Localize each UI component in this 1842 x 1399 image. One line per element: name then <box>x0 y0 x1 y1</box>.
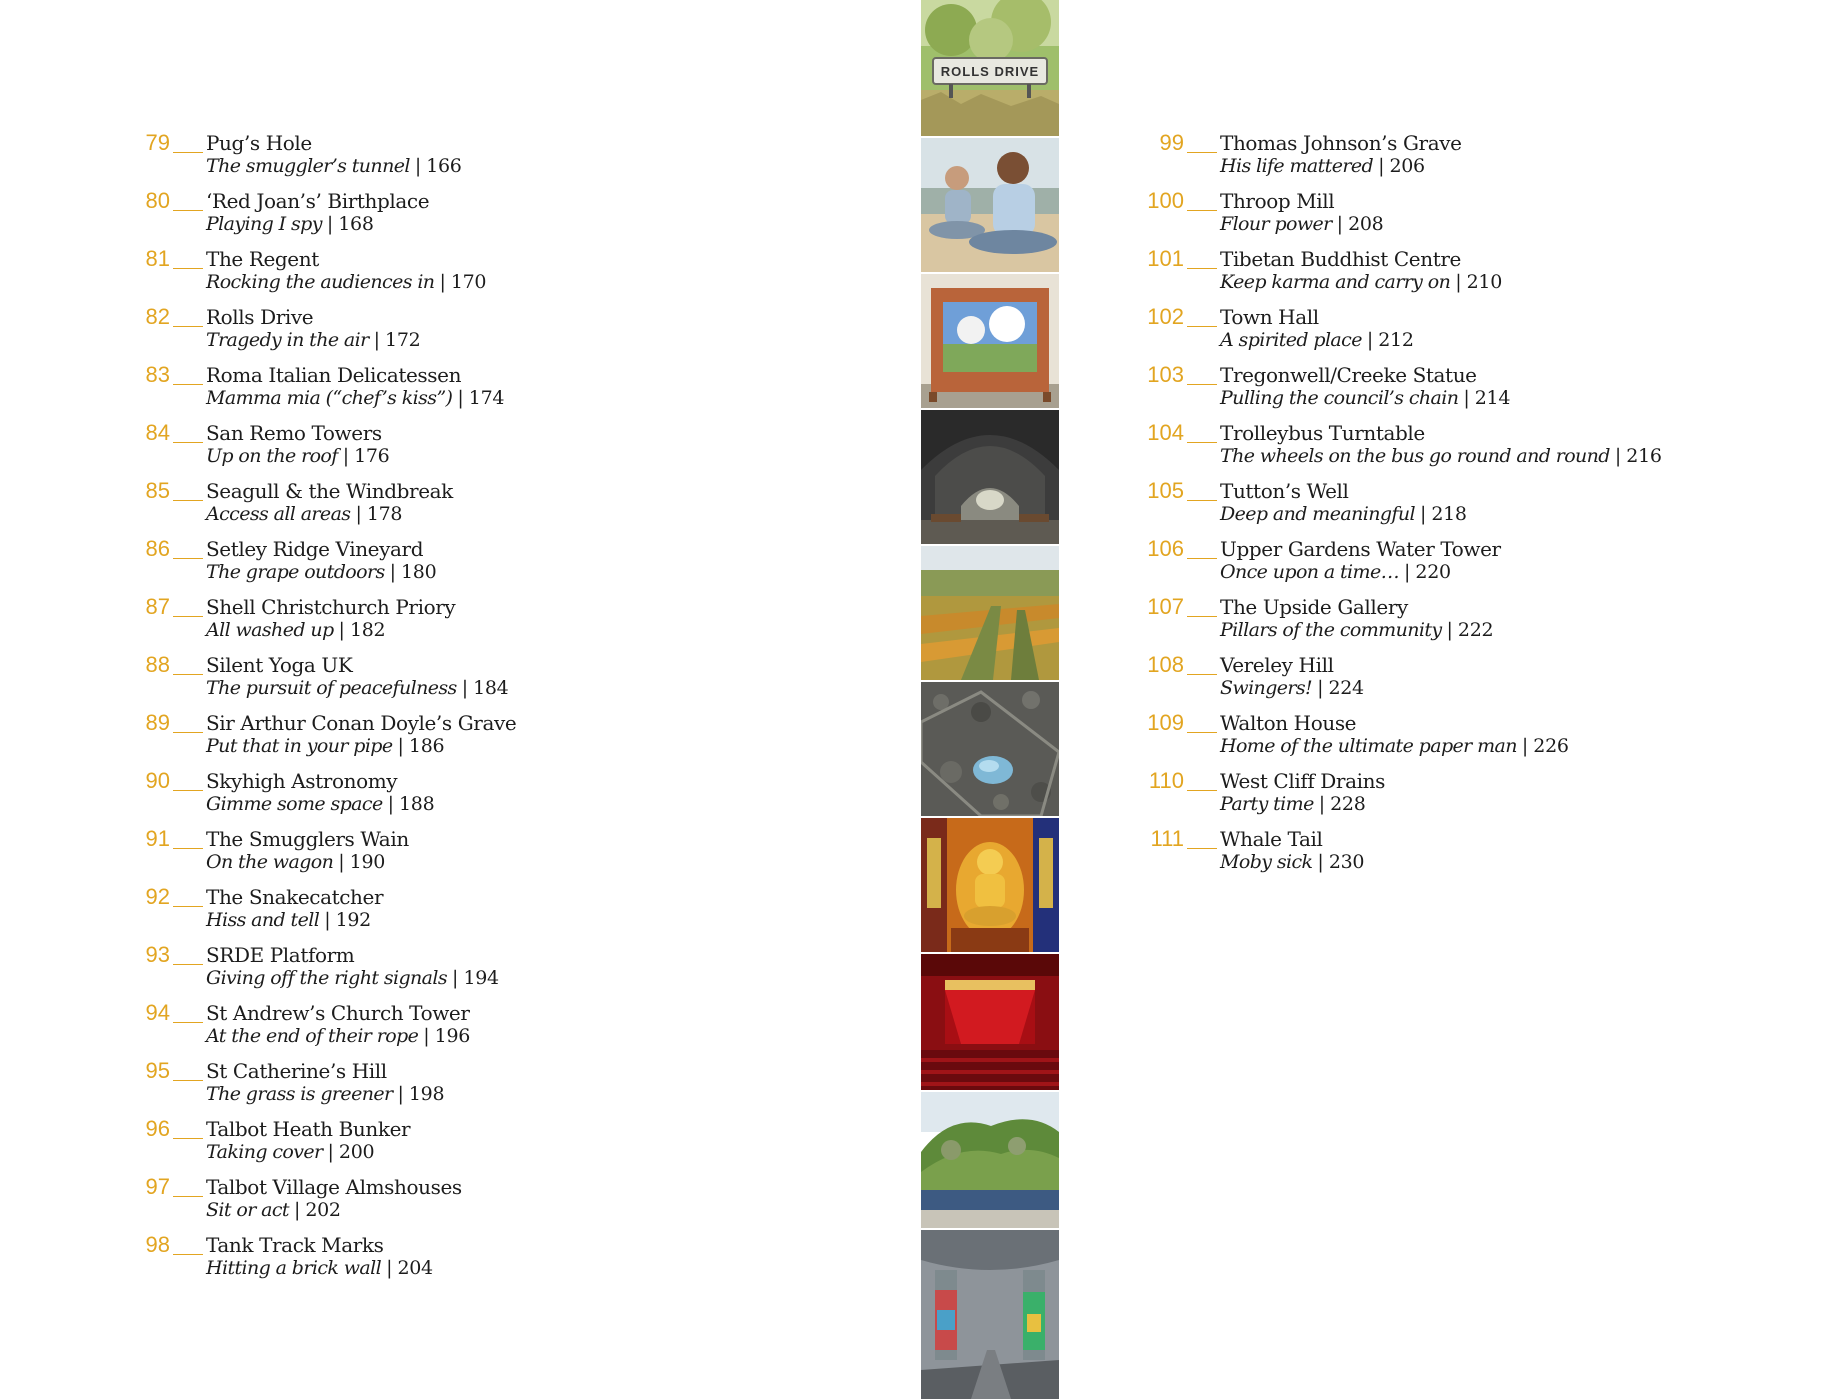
entry-page-number: 172 <box>385 329 421 351</box>
entry-subline <box>206 386 504 410</box>
entry-page-number: 222 <box>1457 619 1494 641</box>
entry-number: 103 <box>1147 362 1184 387</box>
entry-number: 107 <box>1147 594 1184 619</box>
entry-title: San Remo Towers <box>206 421 382 445</box>
entry-page-number: 204 <box>397 1257 433 1279</box>
entry-page-number: 214 <box>1474 387 1511 409</box>
page-separator: | <box>387 793 394 815</box>
entry-tagline: Swingers! <box>1220 677 1313 699</box>
entry-title: Silent Yoga UK <box>206 653 353 677</box>
entry-tagline: Pulling the council’s chain <box>1220 387 1459 409</box>
leader-rule <box>173 1254 203 1255</box>
entry-number: 83 <box>145 362 170 387</box>
entry-page-number: 192 <box>335 909 371 931</box>
entry-tagline: Flour power <box>1220 213 1332 235</box>
sign-text: ROLLS DRIVE <box>940 64 1040 79</box>
entry-number: 79 <box>145 130 170 155</box>
photo-vineyard <box>921 546 1059 680</box>
entry-subline <box>206 212 374 236</box>
entry-subline <box>206 270 486 294</box>
entry-title: SRDE Platform <box>206 943 355 967</box>
leader-rule <box>1187 790 1217 791</box>
page-separator: | <box>1614 445 1622 467</box>
page-separator: | <box>1366 329 1374 351</box>
entry-tagline: The wheels on the bus go round and round <box>1220 445 1610 467</box>
entry-tagline: The grass is greener <box>206 1083 393 1105</box>
leader-rule <box>1187 848 1217 849</box>
entry-number: 80 <box>145 188 170 213</box>
page-separator: | <box>373 329 381 351</box>
leader-rule <box>1187 616 1217 617</box>
entry-tagline: Party time <box>1220 793 1314 815</box>
entry-subline <box>206 502 402 526</box>
leader-rule <box>173 732 203 733</box>
entry-title: Setley Ridge Vineyard <box>206 537 424 561</box>
leader-rule <box>173 1138 203 1139</box>
entry-title: West Cliff Drains <box>1220 769 1385 793</box>
page-separator: | <box>355 503 362 525</box>
leader-rule <box>1187 384 1217 385</box>
leader-rule <box>173 384 203 385</box>
entry-page-number: 230 <box>1328 851 1365 873</box>
entry-title: Whale Tail <box>1220 827 1323 851</box>
entry-number: 84 <box>145 420 170 445</box>
leader-rule <box>173 268 203 269</box>
photo-bunker-tunnel <box>921 410 1059 544</box>
entry-page-number: 174 <box>468 387 505 409</box>
entry-tagline: Once upon a time… <box>1220 561 1399 583</box>
entry-number: 111 <box>1150 826 1184 851</box>
entry-title: Thomas Johnson’s Grave <box>1220 131 1462 155</box>
page-separator: | <box>423 1025 430 1047</box>
page-separator: | <box>1318 793 1326 815</box>
entry-number: 108 <box>1147 652 1184 677</box>
entry-number: 92 <box>145 884 170 909</box>
photo-st-catherines-hill <box>921 1092 1059 1228</box>
page-separator: | <box>452 967 459 989</box>
entry-title: Tregonwell/Creeke Statue <box>1220 363 1477 387</box>
leader-rule <box>173 1080 203 1081</box>
entry-page-number: 202 <box>305 1199 341 1221</box>
entry-tagline: Mamma mia (“chef’s kiss”) <box>206 387 453 409</box>
entry-tagline: All washed up <box>206 619 334 641</box>
entry-title: ‘Red Joan’s’ Birthplace <box>206 189 430 213</box>
leader-rule <box>1187 558 1217 559</box>
entry-tagline: Rocking the audiences in <box>206 271 435 293</box>
leader-rule <box>173 558 203 559</box>
entry-title: The Regent <box>206 247 319 271</box>
entry-number: 100 <box>1147 188 1184 213</box>
photo-underpass-gallery <box>921 1230 1059 1399</box>
entry-title: Rolls Drive <box>206 305 314 329</box>
entry-title: Walton House <box>1220 711 1357 735</box>
photo-theatre-stage <box>921 954 1059 1090</box>
entry-tagline: Gimme some space <box>206 793 383 815</box>
entry-number: 109 <box>1147 710 1184 735</box>
entry-page-number: 190 <box>349 851 386 873</box>
entry-tagline: Access all areas <box>206 503 351 525</box>
entry-number: 105 <box>1147 478 1184 503</box>
entry-subline <box>206 154 462 178</box>
entry-title: The Upside Gallery <box>1220 595 1408 619</box>
entry-subline <box>1220 734 1569 758</box>
entry-tagline: At the end of their rope <box>206 1025 419 1047</box>
entry-page-number: 178 <box>366 503 403 525</box>
entry-title: Throop Mill <box>1220 189 1335 213</box>
leader-rule <box>1187 152 1217 153</box>
page-separator: | <box>1404 561 1411 583</box>
page-separator: | <box>338 619 345 641</box>
entry-subline <box>1220 560 1451 584</box>
page-separator: | <box>326 213 334 235</box>
leader-rule <box>173 964 203 965</box>
photo-blue-stone <box>921 682 1059 816</box>
entry-title: The Snakecatcher <box>206 885 384 909</box>
leader-rule <box>173 848 203 849</box>
entry-number: 87 <box>145 594 170 619</box>
leader-rule <box>173 500 203 501</box>
page-separator: | <box>414 155 422 177</box>
page-separator: | <box>439 271 446 293</box>
entry-title: Vereley Hill <box>1220 653 1334 677</box>
entry-title: Shell Christchurch Priory <box>206 595 456 619</box>
page-separator: | <box>293 1199 301 1221</box>
entry-subline <box>206 1198 341 1222</box>
entry-subline <box>206 1082 444 1106</box>
leader-rule <box>173 1022 203 1023</box>
page-separator: | <box>386 1257 393 1279</box>
page-separator: | <box>342 445 350 467</box>
entry-title: St Andrew’s Church Tower <box>206 1001 470 1025</box>
page-separator: | <box>1446 619 1453 641</box>
entry-page-number: 170 <box>450 271 487 293</box>
page-separator: | <box>389 561 397 583</box>
leader-rule <box>173 442 203 443</box>
entry-tagline: Taking cover <box>206 1141 323 1163</box>
entry-tagline: Home of the ultimate paper man <box>1220 735 1517 757</box>
entry-subline <box>1220 212 1383 236</box>
entry-title: St Catherine’s Hill <box>206 1059 387 1083</box>
entry-tagline: The smuggler’s tunnel <box>206 155 410 177</box>
entry-number: 89 <box>145 710 170 735</box>
entry-number: 91 <box>145 826 170 851</box>
entry-title: Tutton’s Well <box>1220 479 1349 503</box>
entry-number: 95 <box>145 1058 170 1083</box>
entry-subline <box>206 618 385 642</box>
entry-subline <box>206 966 499 990</box>
entry-subline <box>206 850 385 874</box>
entry-number: 90 <box>145 768 170 793</box>
entry-number: 96 <box>145 1116 170 1141</box>
entry-title: Tibetan Buddhist Centre <box>1220 247 1461 271</box>
entry-tagline: A spirited place <box>1220 329 1362 351</box>
page-separator: | <box>327 1141 334 1163</box>
entry-tagline: Tragedy in the air <box>206 329 369 351</box>
page-separator: | <box>1521 735 1529 757</box>
entry-title: Sir Arthur Conan Doyle’s Grave <box>206 711 517 735</box>
page-separator: | <box>461 677 469 699</box>
entry-subline <box>206 444 389 468</box>
entry-tagline: Pillars of the community <box>1220 619 1442 641</box>
entry-title: Pug’s Hole <box>206 131 312 155</box>
entry-subline <box>206 1024 470 1048</box>
entry-subline <box>1220 850 1364 874</box>
entry-number: 86 <box>145 536 170 561</box>
entry-title: Talbot Village Almshouses <box>206 1175 462 1199</box>
photo-tibetan-shrine <box>921 818 1059 952</box>
page-separator: | <box>1419 503 1427 525</box>
entry-title: The Smugglers Wain <box>206 827 409 851</box>
page-separator: | <box>457 387 464 409</box>
entry-tagline: Keep karma and carry on <box>1220 271 1451 293</box>
entry-page-number: 176 <box>354 445 390 467</box>
entry-tagline: On the wagon <box>206 851 334 873</box>
leader-rule <box>173 1196 203 1197</box>
entry-tagline: His life mattered <box>1220 155 1374 177</box>
entry-tagline: Moby sick <box>1220 851 1313 873</box>
page-separator: | <box>397 735 404 757</box>
entry-title: Skyhigh Astronomy <box>206 769 398 793</box>
entry-tagline: Sit or act <box>206 1199 289 1221</box>
entry-number: 102 <box>1147 304 1184 329</box>
entry-subline <box>1220 270 1502 294</box>
entry-number: 101 <box>1147 246 1184 271</box>
leader-rule <box>1187 210 1217 211</box>
entry-subline <box>1220 502 1467 526</box>
entry-number: 99 <box>1159 130 1184 155</box>
entry-page-number: 180 <box>401 561 437 583</box>
page-separator: | <box>1463 387 1470 409</box>
leader-rule <box>1187 442 1217 443</box>
page-separator: | <box>338 851 345 873</box>
page-separator: | <box>1336 213 1344 235</box>
entry-subline <box>206 1140 374 1164</box>
entry-subline <box>206 792 434 816</box>
entry-subline <box>206 908 371 932</box>
page-separator: | <box>324 909 331 931</box>
entry-number: 88 <box>145 652 170 677</box>
entry-tagline: Hitting a brick wall <box>206 1257 382 1279</box>
entry-number: 93 <box>145 942 170 967</box>
entry-subline <box>1220 328 1414 352</box>
leader-rule <box>1187 674 1217 675</box>
entry-number: 81 <box>145 246 170 271</box>
leader-rule <box>1187 732 1217 733</box>
leader-rule <box>173 906 203 907</box>
entry-page-number: 188 <box>399 793 435 815</box>
leader-rule <box>173 326 203 327</box>
entry-title: Trolleybus Turntable <box>1220 421 1425 445</box>
entry-page-number: 226 <box>1533 735 1569 757</box>
page-separator: | <box>1378 155 1385 177</box>
entry-page-number: 220 <box>1415 561 1451 583</box>
photo-rolls-drive-sign <box>921 0 1059 136</box>
page-separator: | <box>1455 271 1462 293</box>
entry-page-number: 186 <box>408 735 445 757</box>
entry-subline <box>206 328 420 352</box>
entry-page-number: 200 <box>338 1141 375 1163</box>
entry-title: Seagull & the Windbreak <box>206 479 453 503</box>
entry-page-number: 224 <box>1328 677 1364 699</box>
entry-subline <box>1220 676 1364 700</box>
entry-number: 85 <box>145 478 170 503</box>
entry-number: 98 <box>145 1232 170 1257</box>
entry-page-number: 182 <box>349 619 386 641</box>
entry-page-number: 206 <box>1389 155 1425 177</box>
entry-page-number: 216 <box>1626 445 1662 467</box>
entry-subline <box>206 676 508 700</box>
entry-page-number: 228 <box>1330 793 1366 815</box>
leader-rule <box>1187 500 1217 501</box>
entry-number: 94 <box>145 1000 170 1025</box>
entry-subline <box>1220 792 1366 816</box>
entry-tagline: Playing I spy <box>206 213 322 235</box>
entry-subline <box>1220 618 1493 642</box>
page-separator: | <box>1317 851 1324 873</box>
entry-subline <box>1220 444 1662 468</box>
leader-rule <box>173 674 203 675</box>
leader-rule <box>1187 268 1217 269</box>
entry-page-number: 166 <box>426 155 462 177</box>
entry-page-number: 212 <box>1378 329 1414 351</box>
entry-page-number: 196 <box>434 1025 471 1047</box>
leader-rule <box>173 790 203 791</box>
entry-number: 82 <box>145 304 170 329</box>
entry-subline <box>206 1256 433 1280</box>
entry-number: 106 <box>1147 536 1184 561</box>
entry-subline <box>1220 154 1425 178</box>
photo-strip <box>921 0 1059 1399</box>
leader-rule <box>173 152 203 153</box>
entry-tagline: The pursuit of peacefulness <box>206 677 457 699</box>
entry-subline <box>1220 386 1510 410</box>
entry-tagline: Put that in your pipe <box>206 735 393 757</box>
page-separator: | <box>1317 677 1324 699</box>
entry-title: Upper Gardens Water Tower <box>1220 537 1501 561</box>
entry-title: Town Hall <box>1220 305 1319 329</box>
entry-title: Roma Italian Delicatessen <box>206 363 462 387</box>
entry-subline <box>206 734 444 758</box>
photo-mural-frame <box>921 274 1059 408</box>
entry-title: Talbot Heath Bunker <box>206 1117 411 1141</box>
entry-tagline: Up on the roof <box>206 445 338 467</box>
entry-page-number: 218 <box>1431 503 1467 525</box>
leader-rule <box>1187 326 1217 327</box>
entry-number: 104 <box>1147 420 1184 445</box>
entry-subline <box>206 560 436 584</box>
entry-tagline: Hiss and tell <box>206 909 320 931</box>
entry-page-number: 194 <box>463 967 499 989</box>
entry-tagline: Deep and meaningful <box>1220 503 1415 525</box>
entry-tagline: Giving off the right signals <box>206 967 448 989</box>
entry-page-number: 168 <box>338 213 374 235</box>
entry-page-number: 208 <box>1348 213 1384 235</box>
entry-page-number: 210 <box>1466 271 1503 293</box>
entry-tagline: The grape outdoors <box>206 561 385 583</box>
leader-rule <box>173 210 203 211</box>
entry-number: 97 <box>145 1174 170 1199</box>
photo-silent-yoga <box>921 138 1059 272</box>
entry-number: 110 <box>1148 768 1184 793</box>
page-separator: | <box>397 1083 404 1105</box>
entry-page-number: 184 <box>473 677 509 699</box>
entry-title: Tank Track Marks <box>206 1233 384 1257</box>
entry-page-number: 198 <box>408 1083 445 1105</box>
leader-rule <box>173 616 203 617</box>
